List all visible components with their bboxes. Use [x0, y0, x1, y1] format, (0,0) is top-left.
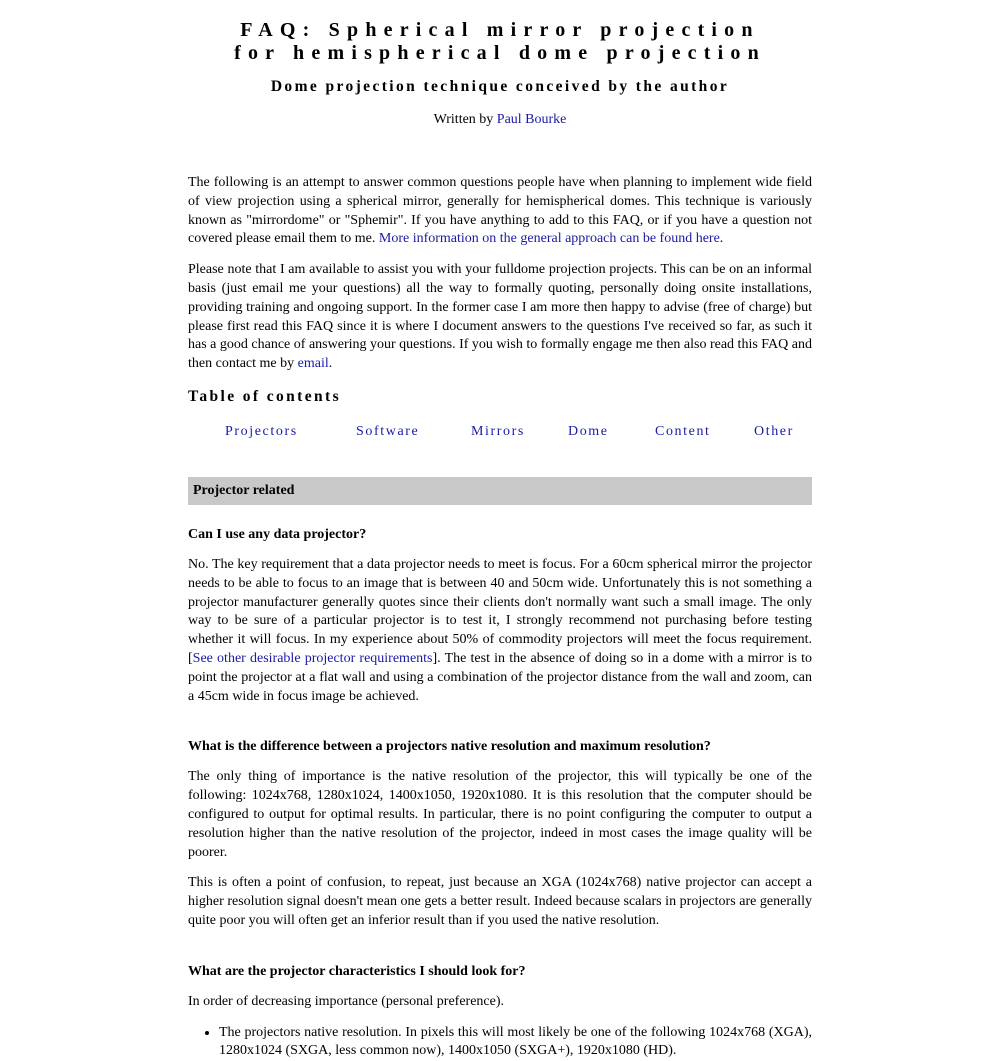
page-title-line-2: for hemispherical dome projection — [234, 42, 766, 64]
toc-link-content[interactable]: Content — [655, 423, 711, 439]
characteristics-list — [188, 1024, 812, 1061]
intro-end-1: . — [719, 231, 724, 247]
answer-intro: In order of decreasing importance (personal preference). — [188, 993, 504, 1009]
email-link[interactable]: email — [297, 356, 329, 372]
intro-text-1: The following is an attempt to answer common questions people have when planning to implement wide field of view projection using a spherical mirror, generally for hemispherical domes. This technique is variously known as "mirrordome" or "Sphemir". If you have anything to add to this FAQ, or if you have a question not covered please email them to me. — [188, 175, 812, 247]
intro-paragraph-2 — [188, 261, 812, 374]
main-content — [188, 174, 812, 1061]
toc-link-software[interactable]: Software — [356, 423, 420, 439]
table-of-contents — [188, 424, 812, 446]
question-heading: What are the projector characteristics I should look for? — [188, 963, 526, 979]
answer-paragraph: This is often a point of confusion, to repeat, just because an XGA (1024x768) native projector can accept a higher resolution signal doesn't mean one gets a better result. Indeed because scalars in projectors are generally quite poor you will often get an inferior result than if you used the native resolution. — [188, 875, 812, 928]
section-header-projector-related: Projector related — [188, 477, 812, 505]
toc-link-projectors[interactable]: Projectors — [225, 423, 298, 439]
projector-requirements-link[interactable]: See other desirable projector requirements — [192, 650, 433, 666]
author-link[interactable]: Paul Bourke — [496, 112, 567, 127]
page-subtitle: Dome projection technique conceived by the author — [270, 78, 730, 95]
intro-paragraph-1 — [188, 174, 812, 249]
question-heading: What is the difference between a projectors native resolution and maximum resolution? — [188, 739, 711, 755]
toc-link-dome[interactable]: Dome — [568, 423, 609, 439]
byline — [0, 112, 1000, 128]
general-approach-link[interactable]: More information on the general approach can be found here — [378, 231, 720, 247]
intro-end-2: . — [328, 356, 333, 372]
byline-prefix: Written by — [433, 112, 494, 127]
list-item: • The projectors native resolution. In pixels this will most likely be one of the following 1024x768 (XGA), 1280x1024 (SXGA, less common now), 1400x1050 (SXGA+), 1920x1080 (HD). — [219, 1024, 812, 1061]
question-heading: Can I use any data projector? — [188, 526, 367, 542]
answer-text: No. The key requirement that a data projector needs to meet is focus. For a 60cm spherical mirror the projector needs to be able to focus to an image that is between 40 and 50cm wide. Unfortunately this is not something a projector manufacturer generally quotes since their clients don't normally want such a small image. The only way to be sure of a particular projector is to test it, I strongly recommend not purchasing before testing whether it will focus. In my experience about 50% of commodity projectors will meet the focus requirement. [ — [188, 556, 812, 666]
answer-text: ]. The test in the absence of doing so in a dome with a mirror is to point the projector at a flat wall and using a combination of the projector distance from the wall and zoom, can a 45cm wide in focus image be achieved. — [188, 650, 813, 704]
answer-paragraph: The only thing of importance is the native resolution of the projector, this will typically be one of the following: 1024x768, 1280x1024, 1400x1050, 1920x1080. It is this resolution that the computer should be configured to output for optimal results. In particular, there is no point configuring the computer to output a resolution higher than the native resolution of the projector, indeed in most cases the image quality will be poorer. — [188, 769, 812, 860]
page-title-line-1: FAQ: Spherical mirror projection — [240, 19, 760, 41]
toc-link-mirrors[interactable]: Mirrors — [471, 423, 525, 439]
answer-paragraph — [188, 556, 812, 706]
toc-link-other[interactable]: Other — [754, 423, 794, 439]
intro-text-2: Please note that I am available to assist you with your fulldome projection projects. This can be on an informal basis (just email me your questions) all the way to formally quoting, personally doing onsite installations, providing training and ongoing support. In the former case I am more then happy to advise (free of charge) but please first read this FAQ since it is where I document answers to the questions I've received so far, as such it has a good chance of answering your questions. If you wish to formally engage me then also read this FAQ and then contact me by — [188, 262, 812, 372]
toc-heading: Table of contents — [188, 387, 342, 405]
